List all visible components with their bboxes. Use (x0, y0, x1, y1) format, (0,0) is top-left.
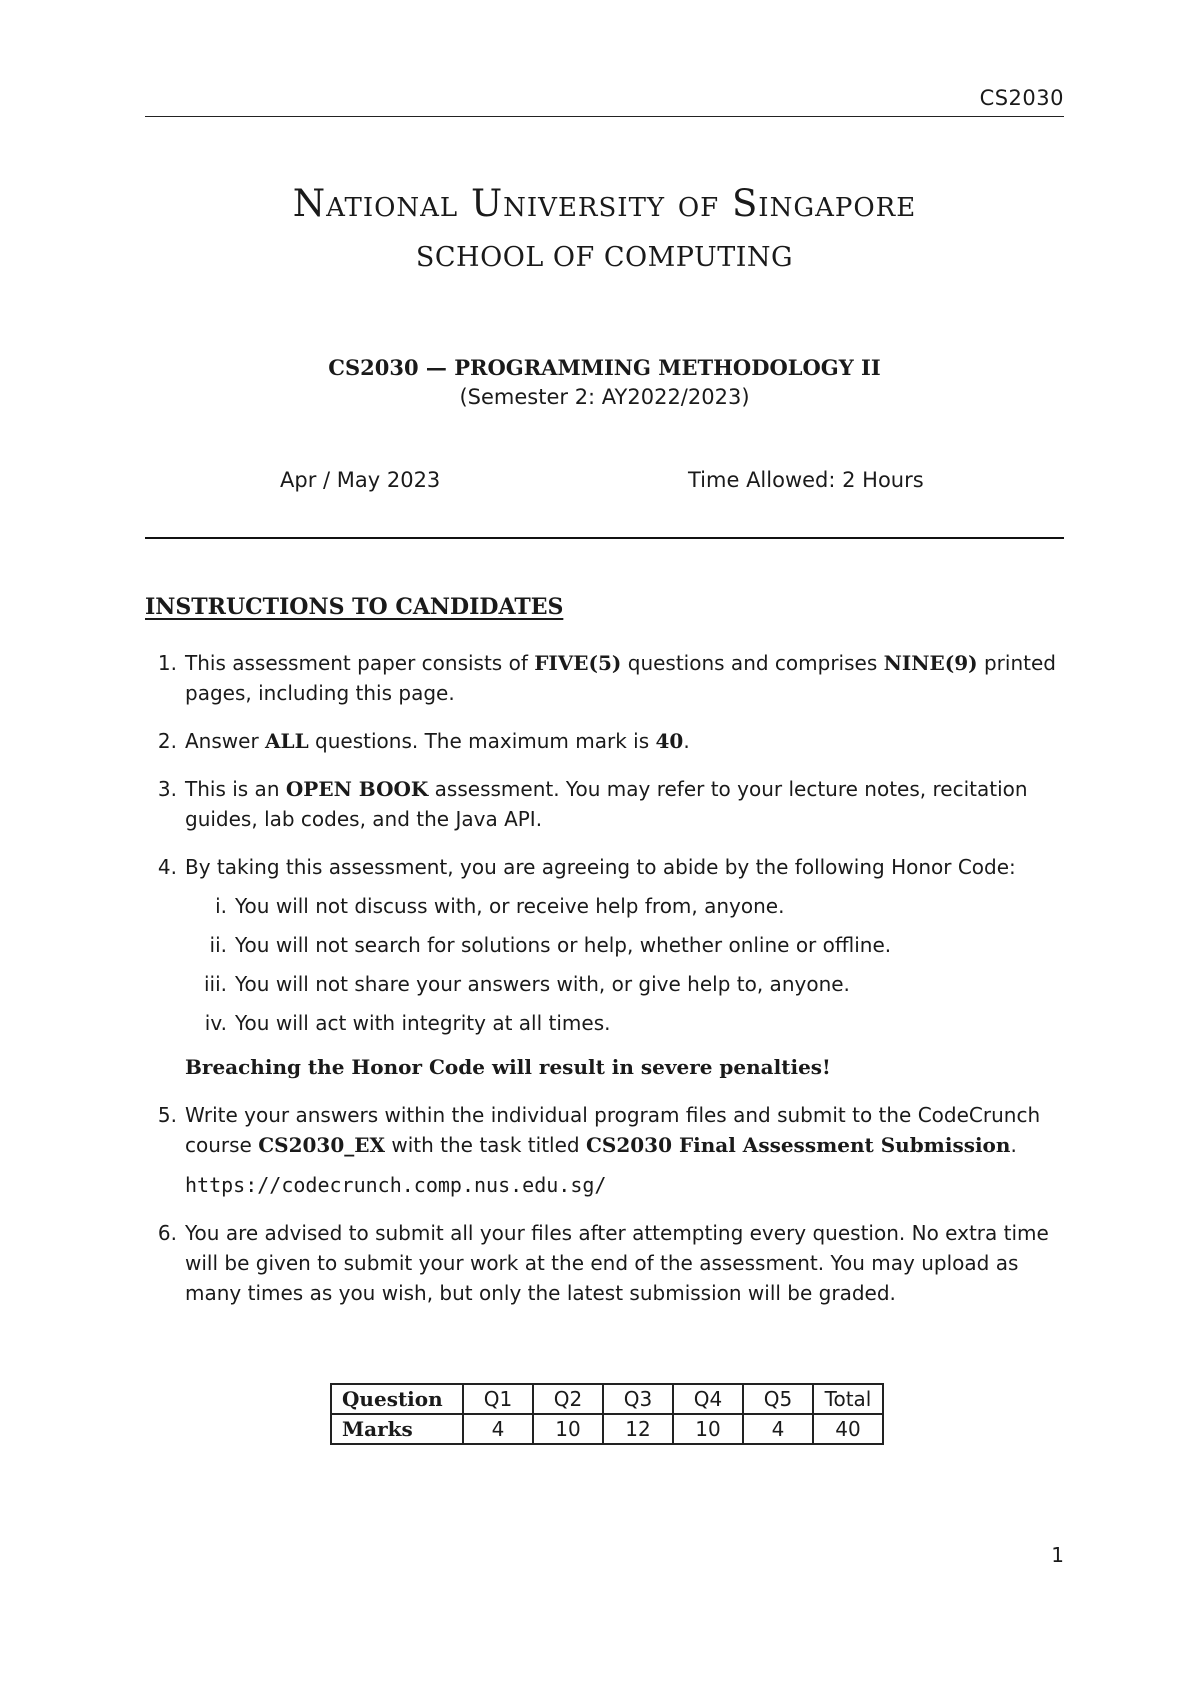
honor-code-intro: By taking this assessment, you are agreeing to abide by the following Honor Code: (185, 855, 1016, 879)
honor-code-item: ii. You will not search for solutions or help, whether online or offline. (209, 933, 892, 957)
table-cell: Q2 (533, 1384, 603, 1414)
instruction-item-4 (145, 852, 1064, 1082)
university-name: National University of Singapore (292, 182, 917, 225)
item-text: Answer ALL questions. The maximum mark is 40. (185, 729, 690, 753)
header-rule (145, 116, 1064, 117)
item-text: This assessment paper consists of FIVE(5) questions and comprises NINE(9) printed pages, including this page. (185, 651, 1056, 705)
page-number: 1 (1051, 1543, 1064, 1567)
table-cell: Q1 (463, 1384, 533, 1414)
school-name: SCHOOL OF COMPUTING (415, 242, 794, 273)
item-number: 3. (157, 777, 177, 801)
table-cell: Q4 (673, 1384, 743, 1414)
codecrunch-url[interactable]: https://codecrunch.comp.nus.edu.sg/ (185, 1173, 607, 1197)
item-number: 5. (157, 1103, 177, 1127)
exam-date: Apr / May 2023 (280, 468, 441, 492)
header-course-code: CS2030 (979, 86, 1064, 110)
instruction-item-3 (145, 774, 1064, 834)
item-text (185, 852, 1064, 1082)
table-cell: 4 (743, 1414, 813, 1444)
course-title: CS2030 — PROGRAMMING METHODOLOGY II (328, 355, 881, 380)
table-cell: Q5 (743, 1384, 813, 1414)
table-cell: 10 (533, 1414, 603, 1444)
item-number: 4. (157, 855, 177, 879)
table-cell: Total (813, 1384, 883, 1414)
honor-code-warning: Breaching the Honor Code will result in severe penalties! (185, 1055, 831, 1079)
instruction-item-5 (145, 1100, 1064, 1200)
table-cell: 12 (603, 1414, 673, 1444)
table-row (331, 1414, 883, 1444)
section-divider (145, 537, 1064, 539)
instruction-item-6 (145, 1218, 1064, 1308)
honor-code-item: i. You will not discuss with, or receive help from, anyone. (215, 894, 785, 918)
table-cell: Q3 (603, 1384, 673, 1414)
item-number: 2. (157, 729, 177, 753)
table-cell: 4 (463, 1414, 533, 1444)
item-number: 6. (157, 1221, 177, 1245)
item-text: You are advised to submit all your files after attempting every question. No extra time will be given to submit your work at the end of the assessment. You may upload as many times as you wish, but only the latest submission will be graded. (185, 1221, 1049, 1305)
instruction-item-2 (145, 726, 1064, 756)
semester-info: (Semester 2: AY2022/2023) (459, 385, 750, 409)
honor-code-item: iii. You will not share your answers with, or give help to, anyone. (203, 972, 850, 996)
item-text: This is an OPEN BOOK assessment. You may refer to your lecture notes, recitation guides, lab codes, and the Java API. (185, 777, 1028, 831)
instructions-list (145, 648, 1064, 1326)
table-cell: 10 (673, 1414, 743, 1444)
time-allowed: Time Allowed: 2 Hours (688, 468, 924, 492)
item-text: Write your answers within the individual program files and submit to the CodeCrunch course CS2030_EX with the task titled CS2030 Final Assessment Submission. https://codecrunch.comp.nus.edu.sg/ (185, 1100, 1064, 1200)
instructions-heading: INSTRUCTIONS TO CANDIDATES (145, 594, 564, 620)
table-row (331, 1384, 883, 1414)
marks-table (330, 1383, 884, 1445)
honor-code-item: iv. You will act with integrity at all times. (204, 1011, 611, 1035)
table-cell: 40 (813, 1414, 883, 1444)
table-cell: Question (331, 1384, 463, 1414)
item-number: 1. (157, 651, 177, 675)
instruction-item-1 (145, 648, 1064, 708)
table-cell: Marks (331, 1414, 463, 1444)
